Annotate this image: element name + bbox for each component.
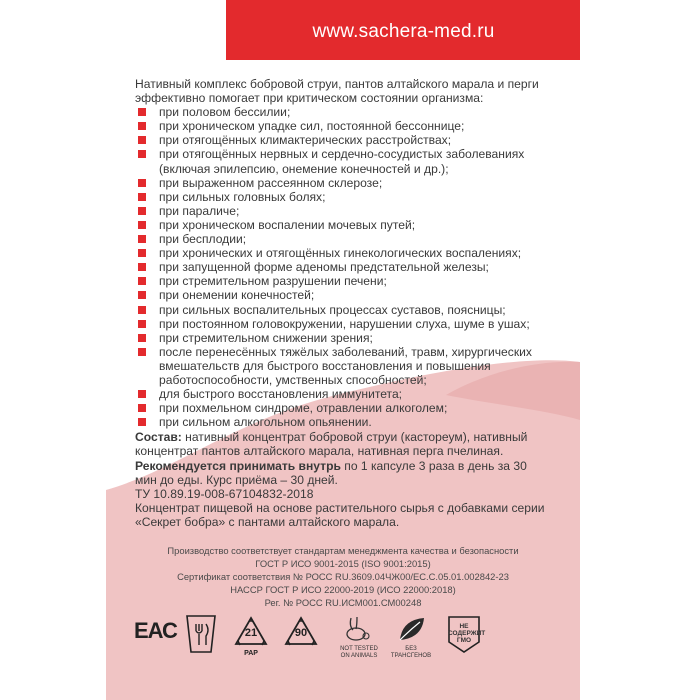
dosage-label: Рекомендуется принимать внутрь [135, 458, 341, 473]
red-square-bullet-icon [138, 390, 146, 398]
condition-text: при параличе; [159, 203, 240, 218]
red-square-bullet-icon [138, 193, 146, 201]
condition-item [135, 218, 551, 232]
red-square-bullet-icon [138, 291, 146, 299]
cert-line: Сертификат соответствия № РОСС RU.3609.04ЧЖ00/ЕС.С.05.01.002842-23 [177, 571, 509, 582]
condition-item [135, 387, 551, 401]
red-square-bullet-icon [138, 108, 146, 116]
marking-icons [134, 612, 554, 662]
condition-text: при сильных воспалительных процессах суставов, поясницы; [159, 302, 506, 317]
gmo-free-label: НЕ СОДЕРЖИТ ГМО [448, 623, 486, 644]
condition-item [135, 105, 551, 119]
condition-item [135, 232, 551, 246]
red-square-bullet-icon [138, 334, 146, 342]
condition-item [135, 190, 551, 204]
leaf-icon [394, 614, 428, 644]
condition-item [135, 331, 551, 345]
condition-item [135, 246, 551, 260]
red-square-bullet-icon [138, 179, 146, 187]
red-square-bullet-icon [138, 235, 146, 243]
eac-icon: ЕАС [134, 618, 177, 643]
bunny-icon [341, 614, 375, 644]
cert-line: Рег. № РОСС RU.ИСМ001.СМ00248 [264, 597, 422, 608]
leaf-label: БЕЗ ТРАНСГЕНОВ [390, 646, 432, 659]
description-block [135, 77, 551, 529]
condition-item [135, 204, 551, 218]
recycle-90-code: 90 [294, 627, 308, 639]
condition-item [135, 288, 551, 302]
bunny-label: NOT TESTED ON ANIMALS [340, 646, 378, 659]
condition-item [135, 401, 551, 415]
condition-text: при онемении конечностей; [159, 288, 315, 303]
product-description: Концентрат пищевой на основе растительного сырья с добавками серии «Секрет бобра» с пантами алтайского марала. [135, 500, 545, 529]
condition-text: при сильном алкогольном опьянении. [159, 415, 372, 430]
cert-line: Производство соответствует стандартам менеджмента качества и безопасности [167, 545, 519, 556]
condition-text: для быстрого восстановления иммунитета; [159, 387, 403, 402]
condition-text: при стремительном разрушении печени; [159, 274, 387, 289]
condition-item [135, 303, 551, 317]
red-square-bullet-icon [138, 207, 146, 215]
condition-text: при хроническом воспалении мочевых путей; [159, 217, 416, 232]
red-square-bullet-icon [138, 122, 146, 130]
condition-item [135, 345, 551, 387]
condition-item [135, 260, 551, 274]
red-square-bullet-icon [138, 348, 146, 356]
red-square-bullet-icon [138, 277, 146, 285]
condition-item [135, 119, 551, 133]
red-square-bullet-icon [138, 249, 146, 257]
condition-item [135, 133, 551, 147]
red-square-bullet-icon [138, 263, 146, 271]
food-safe-icon [184, 614, 218, 654]
dosage-text: по 1 капсуле 3 раза в день за 30 мин до еды. Курс приёма – 30 дней. [135, 458, 527, 487]
intro-text: Нативный комплекс бобровой струи, пантов алтайского марала и перги эффективно помогает при критическом состоянии организма: [135, 77, 539, 106]
dosage [135, 459, 551, 487]
condition-text: при отягощённых нервных и сердечно-сосудистых заболеваниях (включая эпилепсию, онемение конечностей и др.); [159, 147, 525, 176]
recycle-21-label: PAP [244, 650, 258, 657]
conditions-list [135, 105, 551, 429]
composition-label: Состав: [135, 430, 182, 445]
composition-text: нативный концентрат бобровой струи (кастореум), нативный концентрат пантов алтайского марала, нативная перга пчелиная. [135, 430, 528, 459]
tu-code: ТУ 10.89.19-008-67104832-2018 [135, 486, 314, 501]
condition-item [135, 415, 551, 429]
condition-item [135, 274, 551, 288]
condition-text: при постоянном головокружении, нарушении слуха, шуме в ушах; [159, 316, 530, 331]
condition-text: при половом бессилии; [159, 105, 291, 120]
condition-text: при выраженном рассеянном склерозе; [159, 175, 383, 190]
condition-text: после перенесённых тяжёлых заболеваний, травм, хирургических вмешательств для быстрого восстановления и повышения работоспособности, умственных способностей; [159, 344, 532, 387]
cert-line: НАССР ГОСТ Р ИСО 22000-2019 (ИСО 22000:2018) [230, 584, 456, 595]
red-square-bullet-icon [138, 320, 146, 328]
red-square-bullet-icon [138, 221, 146, 229]
certification-block [134, 544, 552, 609]
red-square-bullet-icon [138, 306, 146, 314]
condition-text: при хронических и отягощённых гинекологических воспалениях; [159, 246, 522, 261]
condition-text: при стремительном снижении зрения; [159, 330, 373, 345]
package-panel [106, 0, 580, 700]
red-square-bullet-icon [138, 150, 146, 158]
red-square-bullet-icon [138, 404, 146, 412]
red-square-bullet-icon [138, 136, 146, 144]
condition-item [135, 147, 551, 175]
website-url: www.sachera-med.ru [312, 21, 495, 42]
composition [135, 430, 551, 458]
condition-text: при сильных головных болях; [159, 189, 326, 204]
condition-text: при запущенной форме аденомы предстательной железы; [159, 260, 489, 275]
url-banner [226, 0, 580, 60]
condition-text: при отягощённых климактерических расстройствах; [159, 133, 452, 148]
condition-text: при хроническом упадке сил, постоянной бессоннице; [159, 119, 465, 134]
red-square-bullet-icon [138, 418, 146, 426]
condition-text: при похмельном синдроме, отравлении алкоголем; [159, 401, 448, 416]
condition-text: при бесплодии; [159, 232, 247, 247]
cert-line: ГОСТ Р ИСО 9001-2015 (ISO 9001:2015) [255, 558, 431, 569]
condition-item [135, 176, 551, 190]
condition-item [135, 317, 551, 331]
recycle-21-code: 21 [244, 627, 258, 639]
